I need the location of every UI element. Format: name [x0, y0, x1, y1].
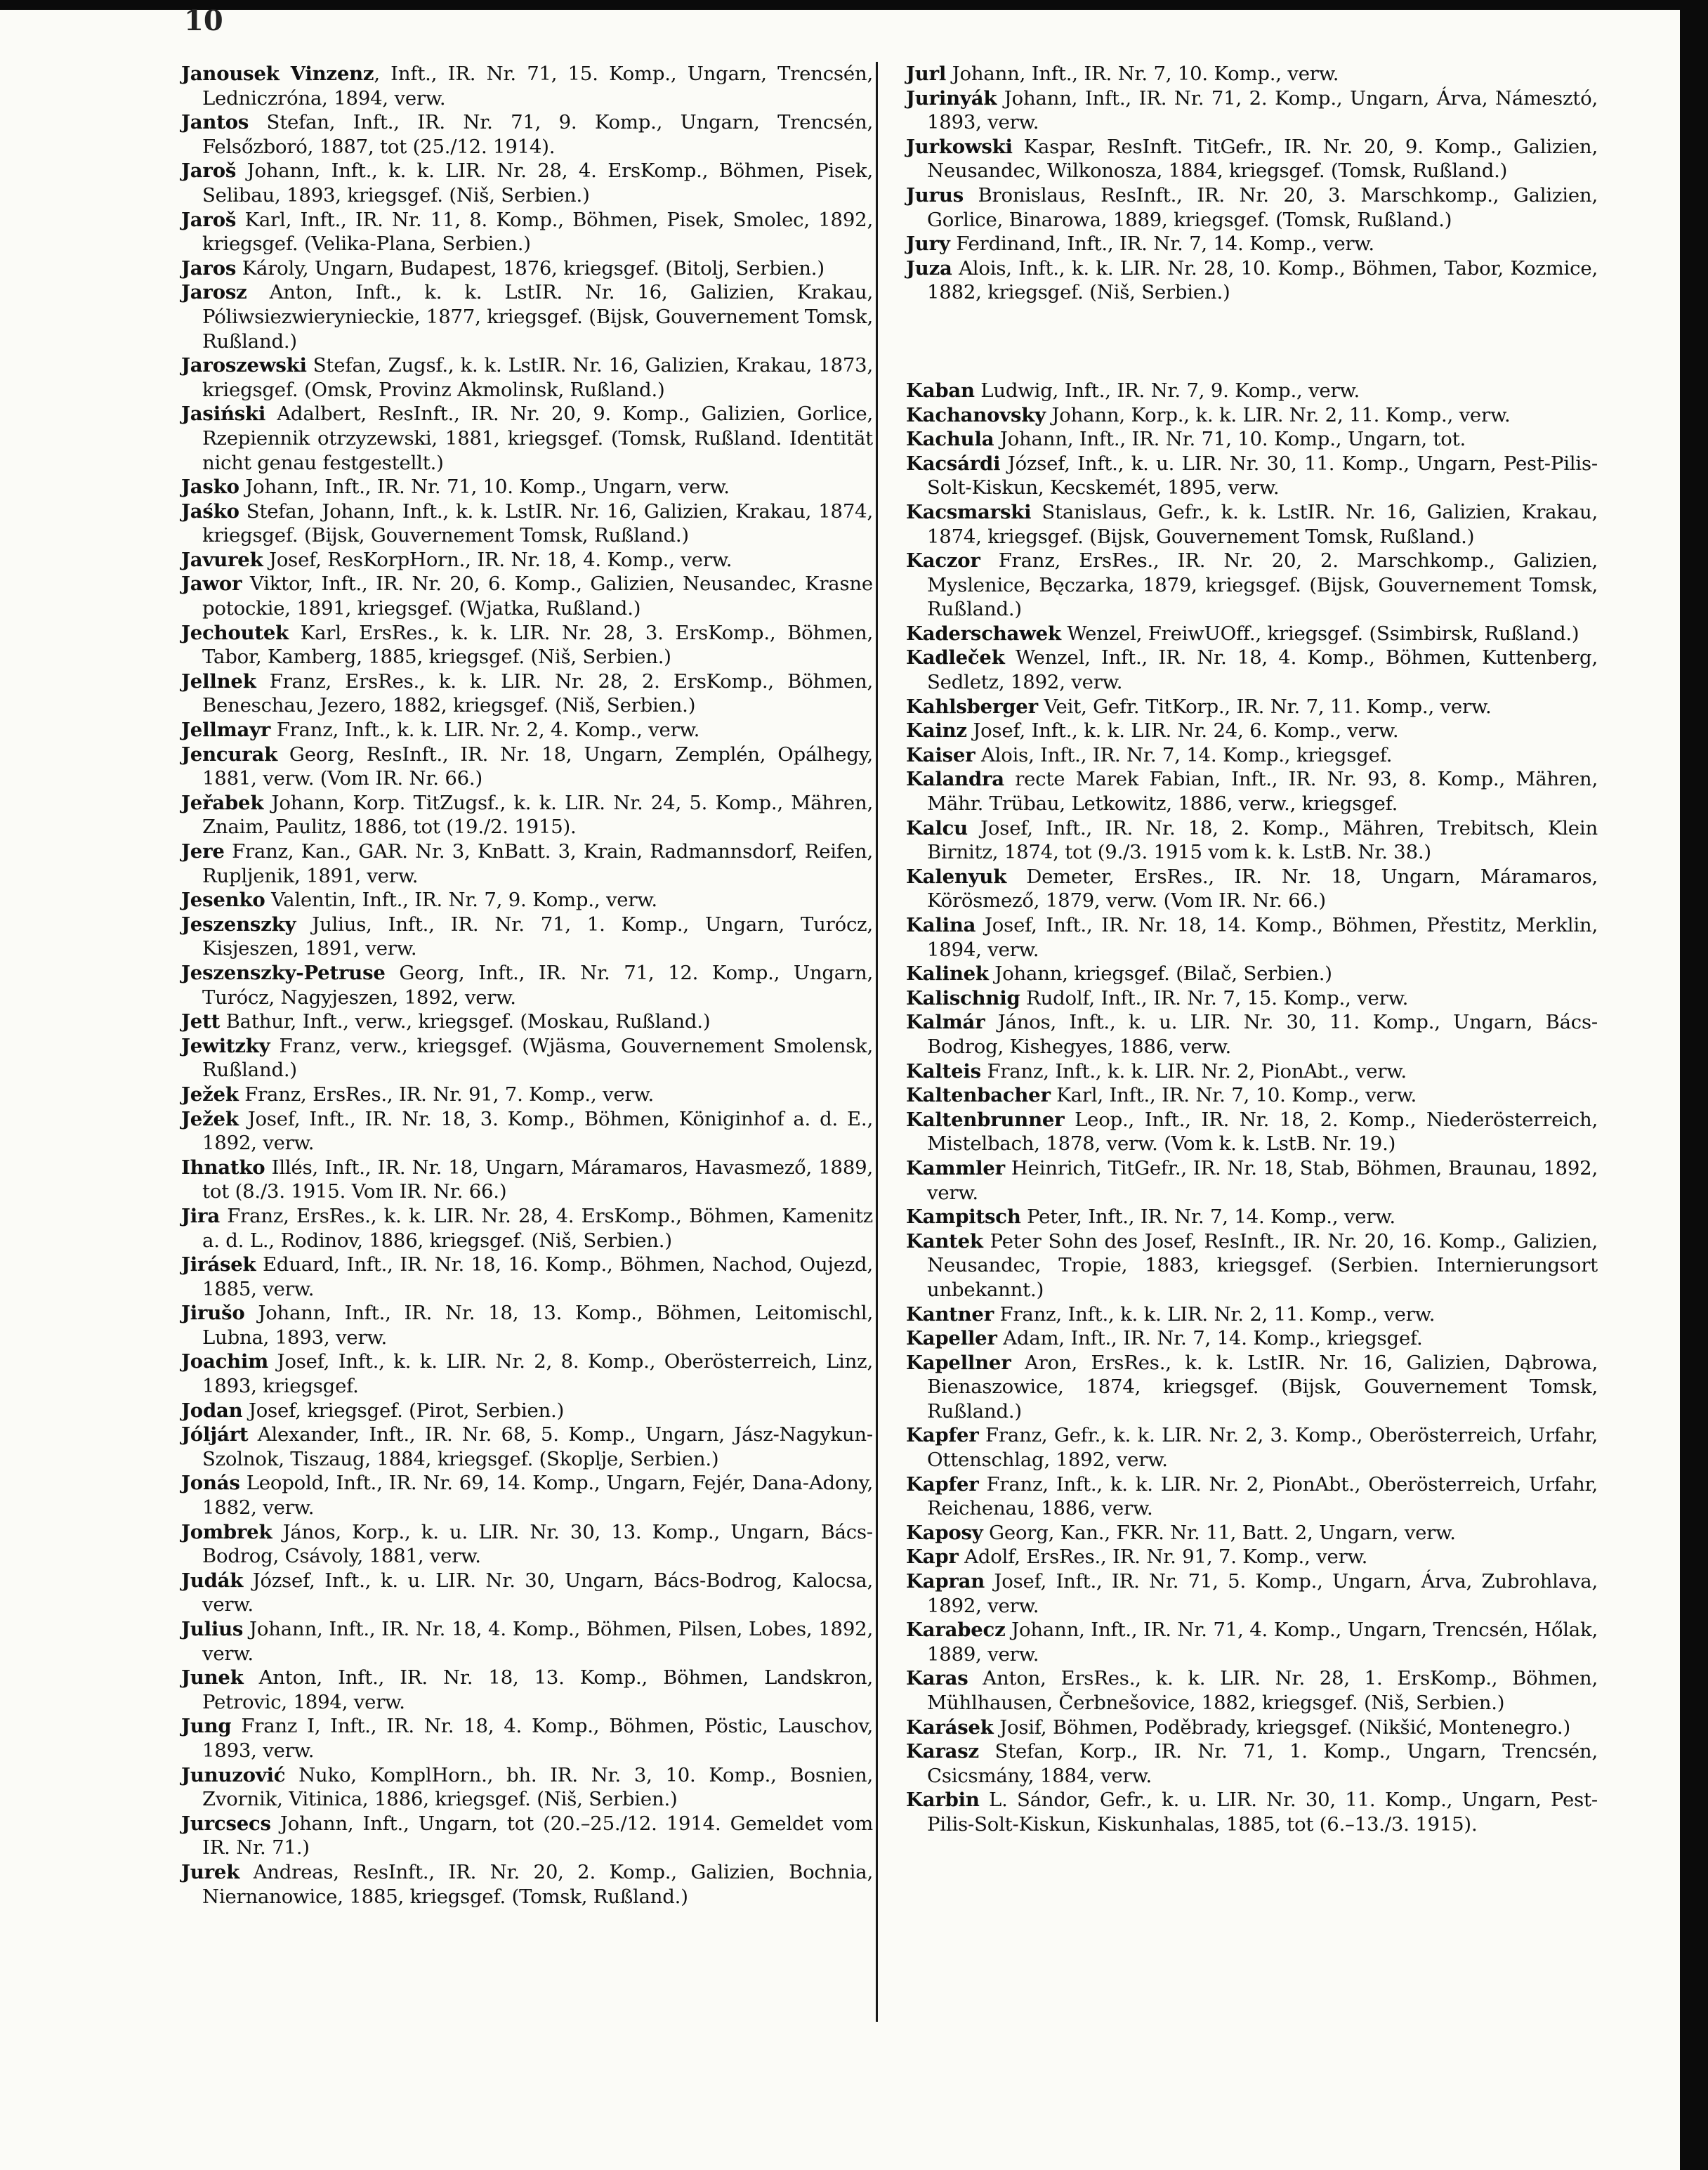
- entry-details: Nuko, KomplHorn., bh. IR. Nr. 3, 10. Komp., Bosnien, Zvornik, Vitinica, 1886, kriegsgef. (Niš, Serbien.): [202, 1763, 873, 1811]
- entry-surname: Kadleček: [906, 646, 1005, 669]
- register-entry: [906, 1205, 1598, 1229]
- register-entry: [181, 1423, 873, 1471]
- register-entry: [181, 475, 873, 499]
- entry-details: Georg, ResInft., IR. Nr. 18, Ungarn, Zemplén, Opálhegy, 1881, verw. (Vom IR. Nr. 66.): [202, 743, 873, 790]
- entry-surname: Kahlsberger: [906, 695, 1038, 718]
- register-entry: [906, 256, 1598, 305]
- entry-details: János, Korp., k. u. LIR. Nr. 30, 13. Komp., Ungarn, Bács-Bodrog, Csávoly, 1881, verw.: [202, 1520, 873, 1568]
- register-entry: [906, 1302, 1598, 1327]
- entry-details: Franz I, Inft., IR. Nr. 18, 4. Komp., Böhmen, Pöstic, Lauschov, 1893, verw.: [202, 1715, 873, 1762]
- register-entry: [181, 1471, 873, 1519]
- entry-surname: Jeřabek: [181, 791, 264, 814]
- entry-surname: Jechoutek: [181, 621, 289, 644]
- entry-details: Andreas, ResInft., IR. Nr. 20, 2. Komp., Galizien, Bochnia, Niernanowice, 1885, kriegsgef. (Tomsk, Rußland.): [202, 1860, 873, 1908]
- entry-surname: Jarosz: [181, 281, 247, 304]
- register-entry: [181, 1034, 873, 1083]
- entry-details: Johann, Korp., k. k. LIR. Nr. 2, 11. Komp., verw.: [1045, 403, 1511, 426]
- register-entry: [906, 1521, 1598, 1545]
- entry-surname: Kalandra: [906, 768, 1004, 791]
- entry-details: Johann, Inft., IR. Nr. 71, 10. Komp., Ungarn, verw.: [239, 476, 730, 499]
- entry-details: Leop., Inft., IR. Nr. 18, 2. Komp., Niederösterreich, Mistelbach, 1878, verw. (Vom k. k. LstB. Nr. 19.): [927, 1108, 1598, 1156]
- register-entry: [906, 767, 1598, 816]
- entry-surname: Janousek Vinzenz: [181, 63, 374, 85]
- register-entry: [181, 1714, 873, 1763]
- register-entry: [906, 1059, 1598, 1084]
- entry-surname: Jurinyák: [906, 86, 997, 110]
- entry-details: Peter, Inft., IR. Nr. 7, 14. Komp., verw.: [1020, 1205, 1395, 1229]
- scan-frame-right: [1680, 0, 1708, 2170]
- register-entry: [906, 962, 1598, 986]
- register-entry: [181, 669, 873, 718]
- register-entry: [181, 1253, 873, 1301]
- entry-surname: Joachim: [181, 1350, 269, 1373]
- entry-surname: Jantos: [181, 111, 249, 134]
- entry-details: Károly, Ungarn, Budapest, 1876, kriegsgef. (Bitolj, Serbien.): [236, 256, 825, 280]
- entry-surname: Jung: [181, 1715, 232, 1738]
- register-entry: [181, 839, 873, 888]
- entry-details: Georg, Kan., FKR. Nr. 11, Batt. 2, Ungarn, verw.: [983, 1521, 1456, 1544]
- register-entry: [181, 1617, 873, 1666]
- entry-surname: Karas: [906, 1667, 968, 1690]
- entry-details: Franz, Inft., k. k. LIR. Nr. 2, 11. Komp., verw.: [994, 1302, 1436, 1326]
- left-column: [181, 62, 873, 1909]
- entry-details: Georg, Inft., IR. Nr. 71, 12. Komp., Ungarn, Turócz, Nagyjeszen, 1892, verw.: [202, 961, 873, 1009]
- entry-details: Peter Sohn des Josef, ResInft., IR. Nr. 20, 16. Komp., Galizien, Neusandec, Tropie, 1883, kriegsgef. (Serbien. Internierungsort unbekannt.): [927, 1229, 1598, 1301]
- entry-surname: Junuzović: [181, 1763, 286, 1786]
- entry-details: Franz, Inft., k. k. LIR. Nr. 2, 4. Komp., verw.: [270, 719, 700, 742]
- entry-details: Alois, Inft., IR. Nr. 7, 14. Komp., kriegsgef.: [975, 743, 1393, 766]
- entry-surname: Jonás: [181, 1472, 240, 1495]
- entry-details: Bronislaus, ResInft., IR. Nr. 20, 3. Marschkomp., Galizien, Gorlice, Binarowa, 1889, kriegsgef. (Tomsk, Rußland.): [927, 183, 1598, 231]
- entry-surname: Karabecz: [906, 1619, 1006, 1642]
- entry-surname: Karásek: [906, 1715, 994, 1739]
- entry-details: Adalbert, ResInft., IR. Nr. 20, 9. Komp., Galizien, Gorlice, Rzepiennik otrzyzewski, 1881, kriegsgef. (Tomsk, Rußland. Identität nicht genau festgestellt.): [202, 403, 873, 474]
- register-entry: [181, 1083, 873, 1107]
- register-entry: [181, 548, 873, 573]
- entry-details: Josef, Inft., IR. Nr. 18, 2. Komp., Mähren, Trebitsch, Klein Birnitz, 1874, tot (9./3. 1915 vom k. k. LstB. Nr. 38.): [927, 816, 1598, 864]
- entry-details: Johann, Inft., k. k. LIR. Nr. 28, 4. ErsKomp., Böhmen, Pisek, Selibau, 1893, kriegsgef. (Niš, Serbien.): [202, 159, 873, 207]
- entry-details: Eduard, Inft., IR. Nr. 18, 16. Komp., Böhmen, Nachod, Oujezd, 1885, verw.: [202, 1253, 873, 1300]
- entry-surname: Jombrek: [181, 1520, 272, 1543]
- entry-details: Demeter, ErsRes., IR. Nr. 18, Ungarn, Máramaros, Körösmező, 1879, verw. (Vom IR. Nr. 66.): [927, 865, 1598, 913]
- entry-surname: Kalina: [906, 914, 976, 936]
- register-entry: [906, 427, 1598, 452]
- entry-details: Anton, Inft., IR. Nr. 18, 13. Komp., Böhmen, Landskron, Petrovic, 1894, verw.: [202, 1666, 873, 1713]
- entry-surname: Jurkowski: [906, 135, 1013, 158]
- register-entry: [181, 159, 873, 207]
- register-entry: [906, 232, 1598, 256]
- entry-surname: Jirušo: [181, 1302, 245, 1325]
- entry-surname: Kachanovsky: [906, 403, 1046, 426]
- entry-surname: Kammler: [906, 1156, 1005, 1179]
- entry-surname: Kapfer: [906, 1472, 979, 1496]
- entry-surname: Jeszenszky: [181, 913, 296, 936]
- register-entry: [906, 743, 1598, 768]
- entry-details: Johann, Inft., IR. Nr. 71, 4. Komp., Ungarn, Trencsén, Hőlak, 1889, verw.: [927, 1619, 1598, 1666]
- entry-details: József, Inft., k. u. LIR. Nr. 30, Ungarn, Bács-Bodrog, Kalocsa, verw.: [202, 1569, 873, 1616]
- register-entry: [906, 1545, 1598, 1569]
- entry-details: Josef, Inft., IR. Nr. 18, 14. Komp., Böhmen, Přestitz, Merklin, 1894, verw.: [927, 914, 1598, 961]
- register-entry: [181, 1520, 873, 1569]
- register-entry: [906, 719, 1598, 743]
- entry-details: Franz, Inft., k. k. LIR. Nr. 2, PionAbt., Oberösterreich, Urfahr, Reichenau, 1886, verw.: [927, 1472, 1598, 1520]
- entry-details: Illés, Inft., IR. Nr. 18, Ungarn, Máramaros, Havasmező, 1889, tot (8./3. 1915. Vom IR. Nr. 66.): [202, 1156, 873, 1203]
- register-entry: [906, 183, 1598, 232]
- entry-surname: Kalmár: [906, 1011, 985, 1034]
- register-entry: [181, 1107, 873, 1156]
- entry-details: József, Inft., k. u. LIR. Nr. 30, 11. Komp., Ungarn, Pest-Pilis-Solt-Kiskun, Kecskemét, 1895, verw.: [927, 452, 1598, 499]
- register-entry: [181, 1666, 873, 1714]
- entry-surname: Kaiser: [906, 743, 975, 766]
- entry-surname: Kainz: [906, 719, 967, 743]
- register-entry: [906, 86, 1598, 135]
- entry-details: Karl, Inft., IR. Nr. 7, 10. Komp., verw.: [1050, 1084, 1417, 1107]
- entry-surname: Kacsmarski: [906, 500, 1032, 523]
- register-entry: [906, 403, 1598, 428]
- entry-surname: Jurl: [906, 63, 947, 85]
- register-entry: [906, 816, 1598, 865]
- entry-surname: Kantner: [906, 1302, 994, 1326]
- entry-details: Anton, ErsRes., k. k. LIR. Nr. 28, 1. ErsKomp., Böhmen, Mühlhausen, Čerbnešovice, 1882, kriegsgef. (Niš, Serbien.): [927, 1667, 1598, 1714]
- entry-surname: Jury: [906, 233, 950, 256]
- register-entry: [181, 1009, 873, 1034]
- register-entry: [906, 1351, 1598, 1424]
- entry-details: Johann, Inft., IR. Nr. 18, 4. Komp., Böhmen, Pilsen, Lobes, 1892, verw.: [202, 1618, 873, 1665]
- register-entry: [906, 986, 1598, 1011]
- register-entry: [181, 961, 873, 1009]
- register-entry: [181, 499, 873, 548]
- entry-surname: Kaposy: [906, 1521, 983, 1544]
- entry-details: Franz, verw., kriegsgef. (Wjäsma, Gouvernement Smolensk, Rußland.): [202, 1034, 873, 1082]
- entry-details: Johann, Inft., Ungarn, tot (20.–25./12. 1914. Gemeldet vom IR. Nr. 71.): [202, 1812, 873, 1859]
- register-entry: [906, 500, 1598, 549]
- register-entry: [181, 1349, 873, 1398]
- register-entry: [181, 353, 873, 402]
- register-entry: [906, 1229, 1598, 1302]
- register-entry: [181, 110, 873, 159]
- register-entry: [181, 888, 873, 913]
- entry-details: Josef, kriegsgef. (Pirot, Serbien.): [242, 1399, 565, 1422]
- entry-surname: Kachula: [906, 428, 994, 451]
- entry-surname: Jesenko: [181, 889, 265, 912]
- entry-details: Stanislaus, Gefr., k. k. LstIR. Nr. 16, Galizien, Krakau, 1874, kriegsgef. (Bijsk, Gouvernement Tomsk, Rußland.): [927, 500, 1598, 548]
- entry-surname: Jodan: [181, 1399, 243, 1422]
- register-entry: [181, 1812, 873, 1860]
- entry-details: Adolf, ErsRes., IR. Nr. 91, 7. Komp., verw.: [958, 1545, 1368, 1569]
- entry-details: Josef, Inft., k. k. LIR. Nr. 2, 8. Komp., Oberösterreich, Linz, 1893, kriegsgef.: [202, 1350, 873, 1398]
- entry-surname: Jaroš: [181, 159, 237, 183]
- entry-details: Wenzel, FreiwUOff., kriegsgef. (Ssimbirsk, Rußland.): [1060, 622, 1579, 645]
- entry-surname: Ihnatko: [181, 1156, 265, 1179]
- register-entry: [906, 646, 1598, 694]
- register-entry: [906, 135, 1598, 183]
- register-entry: [181, 280, 873, 353]
- entry-details: , Inft., IR. Nr. 71, 15. Komp., Ungarn, Trencsén, Ledniczróna, 1894, verw.: [202, 63, 873, 110]
- register-entry: [181, 1204, 873, 1253]
- entry-details: Karl, Inft., IR. Nr. 11, 8. Komp., Böhmen, Pisek, Smolec, 1892, kriegsgef. (Velika-Plana, Serbien.): [202, 208, 873, 256]
- register-entry: [906, 1108, 1598, 1156]
- entry-surname: Kapfer: [906, 1424, 979, 1447]
- entry-surname: Jellmayr: [181, 719, 271, 742]
- register-entry: [906, 1472, 1598, 1521]
- entry-details: Karl, ErsRes., k. k. LIR. Nr. 28, 3. ErsKomp., Böhmen, Tabor, Kamberg, 1885, kriegsgef. (Niš, Serbien.): [202, 621, 873, 669]
- entry-surname: Jurcsecs: [181, 1812, 271, 1835]
- register-entry: [906, 452, 1598, 500]
- entry-details: Franz, Gefr., k. k. LIR. Nr. 2, 3. Komp., Oberösterreich, Urfahr, Ottenschlag, 1892, verw.: [927, 1424, 1598, 1472]
- entry-details: Josef, Inft., IR. Nr. 18, 3. Komp., Böhmen, Königinhof a. d. E., 1892, verw.: [202, 1107, 873, 1155]
- register-entry: [906, 1010, 1598, 1059]
- entry-details: Leopold, Inft., IR. Nr. 69, 14. Komp., Ungarn, Fejér, Dana-Adony, 1882, verw.: [202, 1472, 873, 1519]
- entry-surname: Kacsárdi: [906, 452, 1001, 475]
- register-entry: [181, 791, 873, 839]
- entry-details: L. Sándor, Gefr., k. u. LIR. Nr. 30, 11. Komp., Ungarn, Pest-Pilis-Solt-Kiskun, Kiskunhalas, 1885, tot (6.–13./3. 1915).: [927, 1789, 1598, 1836]
- entry-surname: Kalenyuk: [906, 865, 1007, 888]
- entry-surname: Jasko: [181, 476, 239, 499]
- entry-surname: Kalteis: [906, 1059, 981, 1083]
- register-entry: [181, 62, 873, 110]
- entry-details: Bathur, Inft., verw., kriegsgef. (Moskau, Rußland.): [220, 1010, 711, 1033]
- entry-surname: Kaltenbacher: [906, 1084, 1051, 1107]
- register-entry: [906, 1739, 1598, 1788]
- entry-details: Rudolf, Inft., IR. Nr. 7, 15. Komp., verw.: [1020, 986, 1409, 1009]
- register-entry: [906, 379, 1598, 403]
- entry-details: Wenzel, Inft., IR. Nr. 18, 4. Komp., Böhmen, Kuttenberg, Sedletz, 1892, verw.: [927, 646, 1598, 694]
- entry-details: Franz, Inft., k. k. LIR. Nr. 2, PionAbt., verw.: [980, 1059, 1407, 1083]
- entry-surname: Jasiński: [181, 403, 266, 426]
- entry-surname: Jencurak: [181, 743, 278, 766]
- entry-details: Johann, Inft., IR. Nr. 7, 10. Komp., verw.: [946, 63, 1339, 85]
- entry-details: Stefan, Zugsf., k. k. LstIR. Nr. 16, Galizien, Krakau, 1873, kriegsgef. (Omsk, Provinz Akmolinsk, Rußland.): [202, 354, 873, 401]
- register-entry: [906, 1083, 1598, 1108]
- register-entry: [906, 1156, 1598, 1205]
- entry-surname: Kaltenbrunner: [906, 1108, 1065, 1131]
- entry-details: Ludwig, Inft., IR. Nr. 7, 9. Komp., verw.: [974, 379, 1360, 402]
- entry-surname: Jellnek: [181, 669, 256, 693]
- entry-surname: Jirásek: [181, 1253, 256, 1276]
- entry-details: Alois, Inft., k. k. LIR. Nr. 28, 10. Komp., Böhmen, Tabor, Kozmice, 1882, kriegsgef. (Niš, Serbien.): [927, 256, 1598, 304]
- entry-surname: Kapellner: [906, 1351, 1011, 1374]
- right-column: [906, 62, 1598, 1837]
- entry-details: Alexander, Inft., IR. Nr. 68, 5. Komp., Ungarn, Jász-Nagykun-Szolnok, Tiszaug, 1884, kriegsgef. (Skoplje, Serbien.): [202, 1423, 873, 1470]
- entry-details: Veit, Gefr. TitKorp., IR. Nr. 7, 11. Komp., verw.: [1037, 695, 1492, 718]
- entry-surname: Karbin: [906, 1789, 980, 1812]
- entry-surname: Jeszenszky-Petruse: [181, 961, 386, 984]
- entry-details: Josef, Inft., IR. Nr. 71, 5. Komp., Ungarn, Árva, Zubrohlava, 1892, verw.: [927, 1570, 1598, 1617]
- entry-surname: Jaros: [181, 256, 237, 280]
- entry-surname: Jett: [181, 1010, 221, 1033]
- register-entry: [181, 208, 873, 256]
- entry-surname: Kapran: [906, 1570, 985, 1593]
- register-entry: [906, 1423, 1598, 1472]
- entry-surname: Judák: [181, 1569, 244, 1592]
- entry-surname: Julius: [181, 1618, 244, 1640]
- register-entry: [906, 1326, 1598, 1351]
- entry-details: Johann, Korp. TitZugsf., k. k. LIR. Nr. 24, 5. Komp., Mähren, Znaim, Paulitz, 1886, tot (19./2. 1915).: [202, 791, 873, 839]
- entry-surname: Kaczor: [906, 549, 980, 573]
- entry-details: Johann, kriegsgef. (Bilač, Serbien.): [988, 962, 1332, 986]
- entry-surname: Kapeller: [906, 1327, 997, 1350]
- entry-surname: Kantek: [906, 1229, 983, 1253]
- entry-details: Johann, Inft., IR. Nr. 71, 10. Komp., Ungarn, tot.: [994, 428, 1466, 451]
- register-entry: [181, 621, 873, 669]
- register-entry: [906, 622, 1598, 646]
- column-divider: [876, 62, 878, 2022]
- entry-surname: Jere: [181, 840, 225, 863]
- entry-details: Julius, Inft., IR. Nr. 71, 1. Komp., Ungarn, Turócz, Kisjeszen, 1891, verw.: [202, 913, 873, 960]
- entry-details: Josif, Böhmen, Poděbrady, kriegsgef. (Nikšić, Montenegro.): [993, 1715, 1570, 1739]
- entry-details: Johann, Inft., IR. Nr. 71, 2. Komp., Ungarn, Árva, Námesztó, 1893, verw.: [927, 86, 1598, 134]
- entry-details: Stefan, Korp., IR. Nr. 71, 1. Komp., Ungarn, Trencsén, Csicsmány, 1884, verw.: [927, 1740, 1598, 1787]
- entry-details: Ferdinand, Inft., IR. Nr. 7, 14. Komp., verw.: [950, 233, 1374, 256]
- entry-surname: Kapr: [906, 1545, 959, 1569]
- register-entry: [181, 1301, 873, 1349]
- entry-surname: Jaroš: [181, 208, 237, 231]
- entry-details: Heinrich, TitGefr., IR. Nr. 18, Stab, Böhmen, Braunau, 1892, verw.: [927, 1156, 1598, 1204]
- entry-surname: Jurus: [906, 183, 964, 207]
- register-entry: [906, 695, 1598, 719]
- entry-surname: Jaroszewski: [181, 354, 307, 377]
- entry-details: Kaspar, ResInft. TitGefr., IR. Nr. 20, 9. Komp., Galizien, Neusandec, Wilkonosza, 1884, kriegsgef. (Tomsk, Rußland.): [927, 135, 1598, 183]
- register-entry: [906, 1666, 1598, 1715]
- register-entry: [181, 1860, 873, 1909]
- entry-surname: Juza: [906, 256, 952, 280]
- entry-details: Josef, Inft., k. k. LIR. Nr. 24, 6. Komp., verw.: [966, 719, 1399, 743]
- entry-surname: Kalcu: [906, 816, 968, 839]
- register-entry: [181, 402, 873, 475]
- entry-surname: Jira: [181, 1204, 220, 1227]
- register-entry: [906, 1715, 1598, 1740]
- register-entry: [181, 1763, 873, 1812]
- scan-edge-top: [0, 0, 1708, 10]
- entry-surname: Karasz: [906, 1740, 979, 1763]
- register-entry: [906, 1788, 1598, 1836]
- section-gap: [906, 305, 1598, 379]
- register-entry: [181, 718, 873, 743]
- entry-details: Stefan, Inft., IR. Nr. 71, 9. Komp., Ungarn, Trencsén, Felsőzboró, 1887, tot (25./12. 1914).: [202, 111, 873, 158]
- entry-surname: Javurek: [181, 548, 263, 571]
- entry-details: Adam, Inft., IR. Nr. 7, 14. Komp., kriegsgef.: [997, 1327, 1423, 1350]
- register-entry: [181, 572, 873, 620]
- entry-details: Franz, ErsRes., IR. Nr. 20, 2. Marschkomp., Galizien, Myslenice, Bęczarka, 1879, kriegsgef. (Bijsk, Gouvernement Tomsk, Rußland.): [927, 549, 1598, 621]
- entry-details: Franz, ErsRes., IR. Nr. 91, 7. Komp., verw.: [238, 1083, 654, 1106]
- entry-surname: Kalischnig: [906, 986, 1020, 1009]
- register-entry: [181, 1399, 873, 1423]
- entry-details: Josef, ResKorpHorn., IR. Nr. 18, 4. Komp., verw.: [263, 548, 733, 571]
- entry-details: Johann, Inft., IR. Nr. 18, 13. Komp., Böhmen, Leitomischl, Lubna, 1893, verw.: [202, 1302, 873, 1349]
- register-entry: [906, 865, 1598, 913]
- register-entry: [181, 913, 873, 961]
- register-entry: [906, 1569, 1598, 1618]
- entry-surname: Jaśko: [181, 499, 239, 523]
- entry-surname: Jewitzky: [181, 1034, 270, 1057]
- entry-details: Viktor, Inft., IR. Nr. 20, 6. Komp., Galizien, Neusandec, Krasne potockie, 1891, kriegsgef. (Wjatka, Rußland.): [202, 573, 873, 620]
- entry-details: Franz, ErsRes., k. k. LIR. Nr. 28, 4. ErsKomp., Böhmen, Kamenitz a. d. L., Rodinov, 1886, kriegsgef. (Niš, Serbien.): [202, 1204, 873, 1252]
- entry-details: recte Marek Fabian, Inft., IR. Nr. 93, 8. Komp., Mähren, Mähr. Trübau, Letkowitz, 1886, verw., kriegsgef.: [927, 768, 1598, 816]
- register-entry: [181, 1569, 873, 1617]
- entry-details: Anton, Inft., k. k. LstIR. Nr. 16, Galizien, Krakau, Póliwsiezwierynieckie, 1877, kriegsgef. (Bijsk, Gouvernement Tomsk, Rußland.): [202, 281, 873, 353]
- entry-surname: Ježek: [181, 1107, 239, 1130]
- entry-surname: Junek: [181, 1666, 244, 1689]
- entry-surname: Kaban: [906, 379, 975, 402]
- register-entry: [906, 549, 1598, 622]
- entry-details: Aron, ErsRes., k. k. LstIR. Nr. 16, Galizien, Dąbrowa, Bienaszowice, 1874, kriegsgef. (Bijsk, Gouvernement Tomsk, Rußland.): [927, 1351, 1598, 1423]
- register-entry: [181, 1156, 873, 1204]
- entry-surname: Jóljárt: [181, 1423, 249, 1446]
- entry-surname: Kalinek: [906, 962, 989, 986]
- register-entry: [906, 62, 1598, 86]
- entry-surname: Jurek: [181, 1860, 240, 1883]
- entry-details: János, Inft., k. u. LIR. Nr. 30, 11. Komp., Ungarn, Bács-Bodrog, Kishegyes, 1886, verw.: [927, 1011, 1598, 1058]
- entry-surname: Kampitsch: [906, 1205, 1021, 1229]
- page-number: 10: [184, 4, 223, 37]
- register-entry: [181, 256, 873, 281]
- entry-details: Stefan, Johann, Inft., k. k. LstIR. Nr. 16, Galizien, Krakau, 1874, kriegsgef. (Bijsk, Gouvernement Tomsk, Rußland.): [202, 499, 873, 547]
- entry-details: Franz, Kan., GAR. Nr. 3, KnBatt. 3, Krain, Radmannsdorf, Reifen, Rupljenik, 1891, verw.: [202, 840, 873, 887]
- right-column-j-section: [906, 62, 1598, 305]
- right-column-k-section: [906, 379, 1598, 1837]
- entry-details: Franz, ErsRes., k. k. LIR. Nr. 28, 2. ErsKomp., Böhmen, Beneschau, Jezero, 1882, kriegsgef. (Niš, Serbien.): [202, 669, 873, 717]
- entry-details: Valentin, Inft., IR. Nr. 7, 9. Komp., verw.: [265, 889, 657, 912]
- entry-surname: Kaderschawek: [906, 622, 1061, 645]
- entry-surname: Ježek: [181, 1083, 239, 1106]
- register-entry: [906, 913, 1598, 962]
- register-entry: [906, 1618, 1598, 1666]
- register-entry: [181, 743, 873, 791]
- entry-surname: Jawor: [181, 573, 242, 596]
